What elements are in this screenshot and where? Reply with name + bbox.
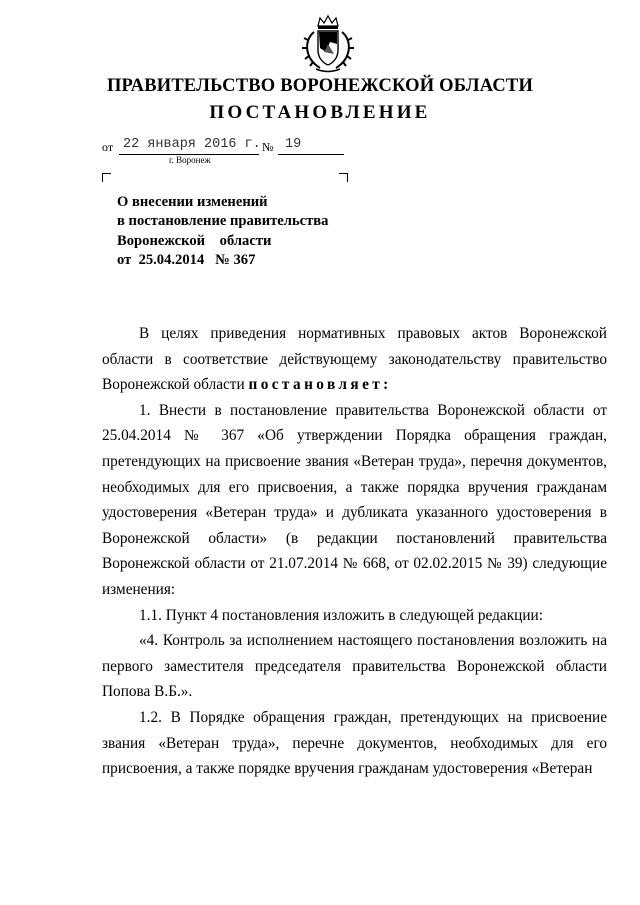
- subject-line: в постановление правительства: [117, 213, 329, 230]
- document-number: 19: [285, 137, 302, 152]
- government-title: ПРАВИТЕЛЬСТВО ВОРОНЕЖСКОЙ ОБЛАСТИ: [106, 76, 534, 96]
- date-label: от: [102, 140, 114, 154]
- document-type: ПОСТАНОВЛЕНИЕ: [209, 102, 431, 123]
- city-label: г. Воронеж: [169, 155, 211, 165]
- document-body: [102, 321, 607, 782]
- subject-line: О внесении изменений: [117, 194, 268, 210]
- document-subject: [117, 193, 357, 270]
- coat-of-arms-icon: [300, 14, 356, 74]
- number-label: №: [262, 140, 274, 154]
- preamble-text: В целях приведения нормативных правовых актов Воронежской области в соответствие действующему законодательству правительство Воронежской области: [102, 325, 607, 394]
- paragraph-1-1: 1.1. Пункт 4 постановления изложить в следующей редакции:: [139, 606, 543, 624]
- corner-mark-right: [339, 173, 348, 182]
- date-number-line: [102, 139, 362, 155]
- paragraph-quote: «4. Контроль за исполнением настоящего постановления возложить на первого заместителя председателя правительства Воронежской области Попова В.Б.».: [102, 632, 607, 701]
- preamble-paragraph: [102, 321, 607, 398]
- paragraph-1: 1. Внести в постановление правительства Воронежской области от 25.04.2014 № 367 «Об утверждении Порядка обращения граждан, претендующих на присвоение звания «Ветеран труда», перечня документов, необходимых для его присвоения, а также порядка вручения гражданам удостоверения «Ветеран труда» и дубликата указанного удостоверения в Воронежской области» (в редакции постановлений правительства Воронежской области от 21.07.2014 № 668, от 02.02.2015 № 39) следующие изменения:: [102, 401, 607, 598]
- paragraph-1-2: 1.2. В Порядке обращения граждан, претендующих на присвоение звания «Ветеран труда», перечне документов, необходимых для его присвоения, а также порядке вручения гражданам удостоверения «Ветеран: [102, 708, 607, 778]
- subject-line: Воронежской области: [117, 232, 272, 249]
- decree-keyword: постановляет:: [248, 376, 392, 394]
- document-date: 22 января 2016 г.: [123, 137, 261, 152]
- corner-mark-left: [102, 173, 111, 182]
- subject-line: от 25.04.2014 № 367: [117, 251, 256, 268]
